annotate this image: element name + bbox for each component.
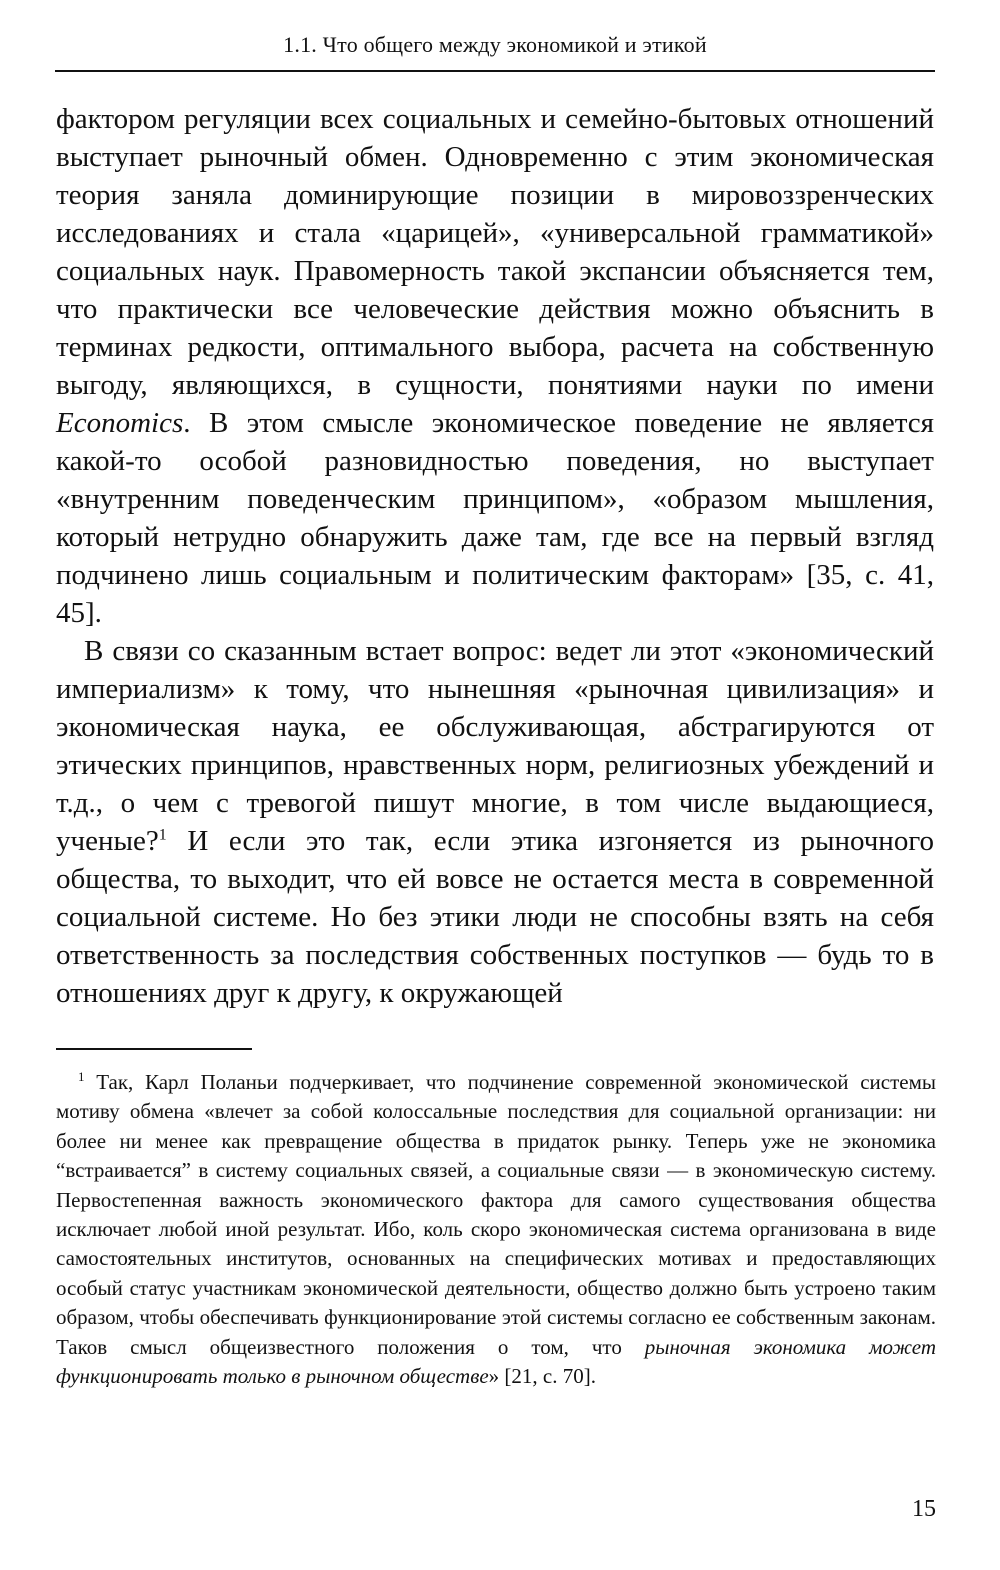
paragraph-text: . В этом смысле экономическое поведение не является какой-то особой разновидностью поведения, но выступает «внутренним поведенческим принципом», «образом мышления, который нетрудно обнаружить даже там, где все на первый взгляд подчинено лишь социальным и политическим факторам» [35, с. 41, 45]. [56, 407, 934, 629]
paragraph [56, 632, 934, 1012]
footnote-separator [56, 1048, 252, 1050]
main-text [56, 100, 934, 1012]
paragraph-text: И если это так, если этика изгоняется из рыночного общества, то выходит, что ей вовсе не остается места в современной социальной системе. Но без этики люди не способны взять на себя ответственность за последствия собственных поступков — будь то в отношениях друг к другу, к окружающей [56, 825, 934, 1009]
footnote-reference: 1 [158, 826, 167, 844]
paragraph-text: В связи со сказанным встает вопрос: ведет ли этот «экономический империализм» к тому, что нынешняя «рыночная цивилизация» и экономическая наука, ее обслуживающая, абстрагируются от этических принципов, нравственных норм, религиозных убеждений и т.д., о чем с тревогой пишут многие, в том числе выдающиеся, ученые? [56, 635, 934, 857]
italic-term: Economics [56, 407, 184, 439]
footnote-text: » [21, с. 70]. [488, 1364, 596, 1389]
paragraph [56, 100, 934, 632]
header-rule [55, 70, 935, 72]
footnote-italic-phrase: рыночная экономика может функционировать только в рыночном обществе [56, 1334, 936, 1389]
footnote [56, 1068, 936, 1391]
footnote-marker: 1 [78, 1069, 85, 1084]
paragraph-text: фактором регуляции всех социальных и семейно-бытовых отношений выступает рыночный обмен. Одновременно с этим экономическая теория заняла доминирующие позиции в мировоззренческих исследованиях и стала «царицей», «универсальной грамматикой» социальных наук. Правомерность такой экспансии объясняется тем, что практически все человеческие действия можно объяснить в терминах редкости, оптимального выбора, расчета на собственную выгоду, являющихся, в сущности, понятиями науки по имени [56, 103, 934, 401]
running-head: 1.1. Что общего между экономикой и этикой [283, 32, 707, 57]
page-number: 15 [912, 1496, 936, 1522]
footnote-text: Так, Карл Поланьи подчеркивает, что подчинение современной экономической системы мотиву обмена «влечет за собой колоссальные последствия для социальной организации: ни более ни менее как превращение общества в придаток рынку. Теперь уже не экономика “встраивается” в систему социальных связей, а социальные связи — в экономическую систему. Первостепенная важность экономического фактора для самого существования общества исключает любой иной результат. Ибо, коль скоро экономическая система организована в виде самостоятельных институтов, основанных на специфических мотивах и предоставляющих особый статус участникам экономической деятельности, общество должно быть устроено таким образом, чтобы обеспечивать функционирование этой системы согласно ее собственным законам. Таков смысл общеизвестного положения о том, что [56, 1070, 936, 1359]
